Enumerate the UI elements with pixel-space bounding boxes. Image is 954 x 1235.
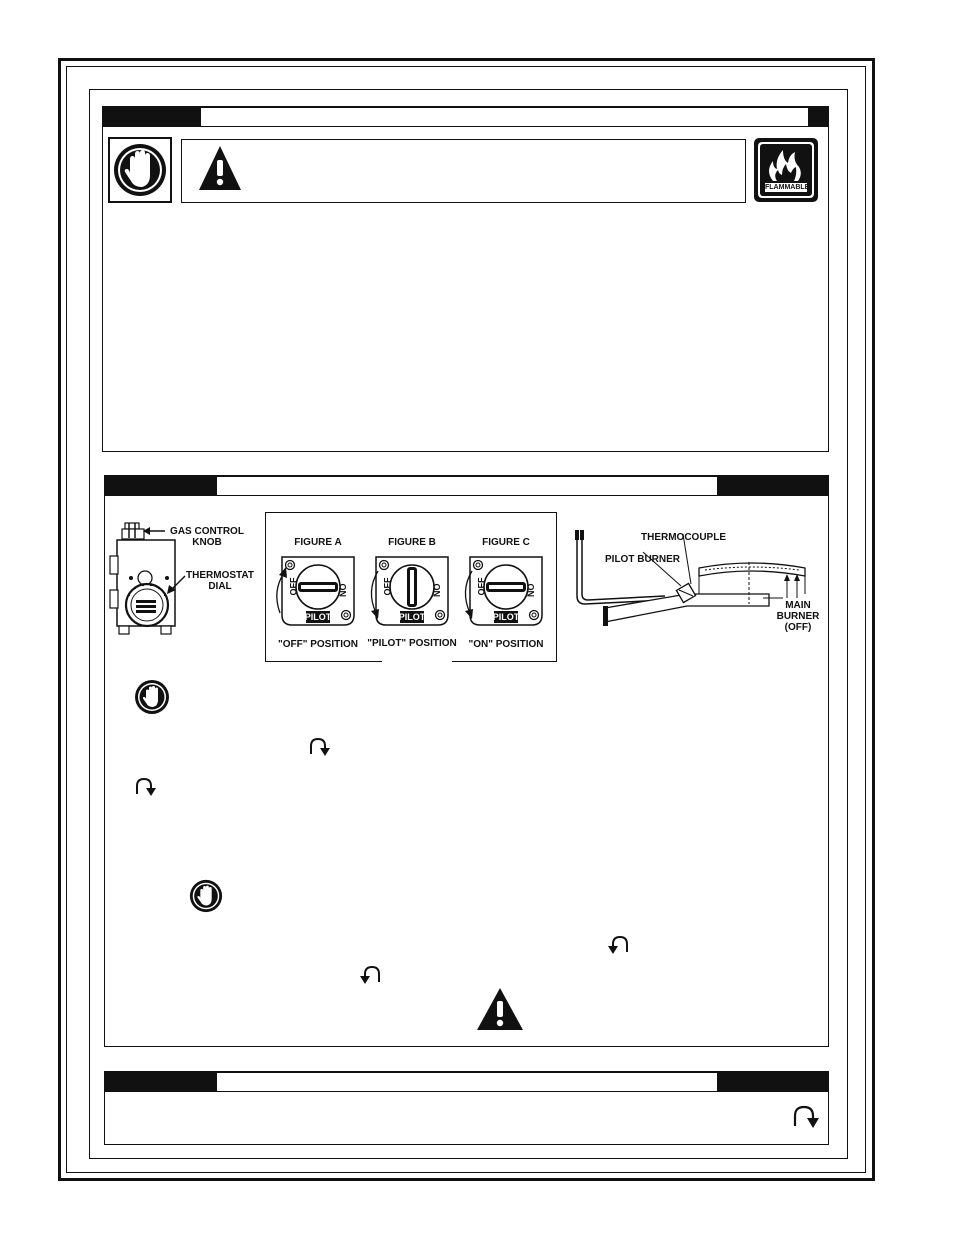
section-header-title-area (217, 1073, 717, 1091)
gas-valve-illustration (105, 520, 265, 640)
knob-pilot-label: PILOT (492, 612, 520, 622)
main-burner-label-2: BURNER (776, 611, 820, 622)
main-burner-label-1: MAIN (785, 600, 811, 611)
warning-triangle-icon (475, 986, 525, 1032)
counterclockwise-arrow-icon (610, 934, 630, 956)
figure-caption: "OFF" POSITION (277, 639, 359, 650)
figure-title: FIGURE C (482, 537, 530, 548)
figure-title: FIGURE B (388, 537, 436, 548)
burner-illustration (573, 524, 825, 656)
stop-hand-icon (108, 137, 172, 203)
warning-triangle-icon (197, 144, 243, 194)
figure-caption: "PILOT" POSITION (367, 638, 457, 649)
knob-on-label: ON (431, 583, 442, 597)
pilot-burner-label: PILOT BURNER (605, 554, 680, 565)
section-header-title-area (201, 108, 808, 126)
main-burner-label-3: (OFF) (784, 622, 812, 633)
warning-section (102, 106, 829, 452)
knob-pilot-label: PILOT (398, 612, 426, 622)
knob-off-label: OFF (382, 577, 393, 596)
clockwise-arrow-icon (308, 736, 328, 758)
knob-off-label: OFF (288, 577, 299, 596)
warning-banner (181, 139, 746, 203)
counterclockwise-arrow-icon (362, 964, 382, 986)
figure-c (458, 513, 554, 661)
flammable-icon (753, 137, 819, 203)
knob-on-label: ON (337, 583, 348, 597)
knob-on-label: ON (525, 583, 536, 597)
clockwise-arrow-icon (791, 1104, 817, 1130)
flammable-label: FLAMMABLE (765, 184, 810, 191)
thermostat-dial-label-2: DIAL (208, 581, 232, 592)
section-header-title-area (217, 477, 717, 495)
panel-bottom-gap (382, 658, 452, 664)
stop-hand-icon (188, 878, 224, 914)
shutdown-section (104, 1071, 829, 1145)
knob-pilot-label: PILOT (304, 612, 332, 622)
gas-control-knob-label-1: GAS CONTROL (170, 526, 244, 537)
figure-title: FIGURE A (294, 537, 342, 548)
clockwise-arrow-icon (134, 776, 154, 798)
stop-hand-icon (133, 678, 171, 716)
gas-control-knob-label-2: KNOB (192, 537, 222, 548)
thermostat-dial-label-1: THERMOSTAT (186, 570, 254, 581)
figure-b (364, 513, 460, 661)
figure-a (270, 513, 366, 661)
thermocouple-label: THERMOCOUPLE (641, 532, 726, 543)
figure-caption: "ON" POSITION (468, 639, 544, 650)
knob-figures-panel (265, 512, 557, 662)
lighting-section (104, 475, 829, 1047)
knob-off-label: OFF (476, 577, 487, 596)
